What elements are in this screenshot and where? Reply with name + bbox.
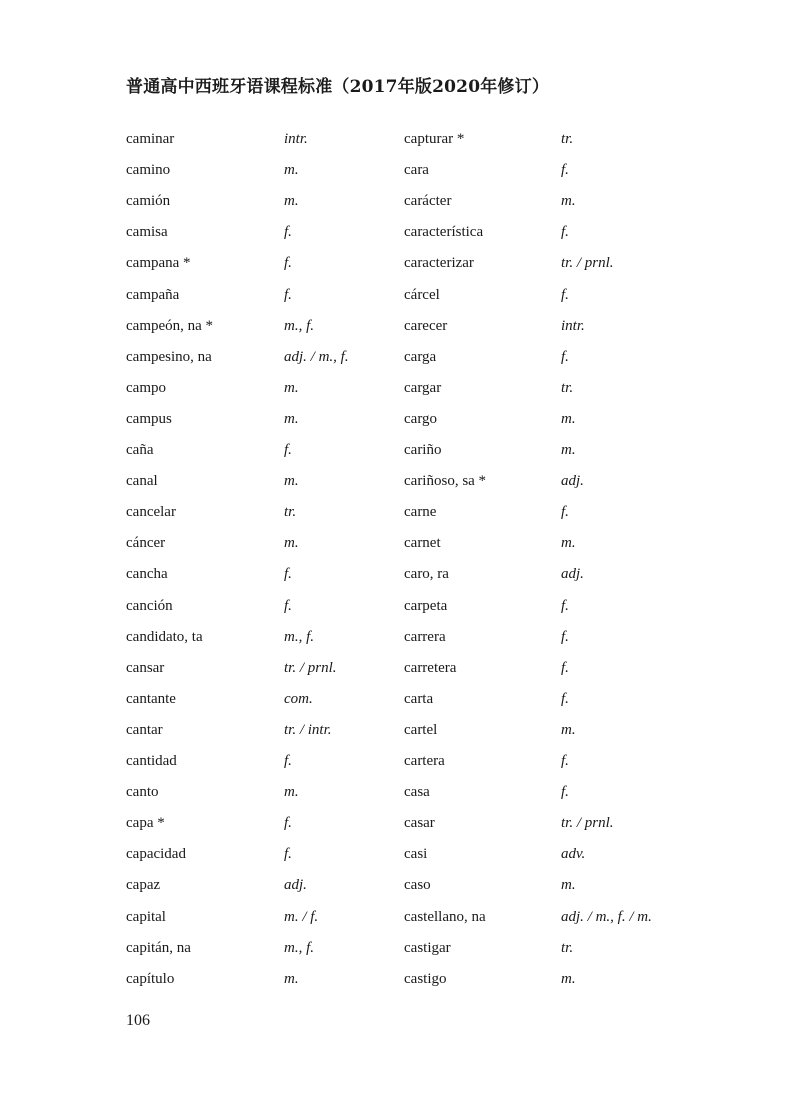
vocab-word: caro, ra [404, 566, 449, 582]
vocab-word: cancelar [126, 504, 176, 520]
vocab-word: caminar [126, 131, 175, 147]
vocab-part-of-speech: f. [561, 660, 569, 676]
vocab-part-of-speech: f. [284, 846, 292, 862]
vocab-part-of-speech: m. [561, 411, 576, 427]
vocab-part-of-speech: m. / f. [284, 909, 319, 925]
vocab-part-of-speech: f. [561, 162, 569, 178]
vocab-word: característica [404, 224, 484, 240]
vocab-part-of-speech: m. [561, 193, 576, 209]
vocab-word: cantidad [126, 753, 177, 769]
vocab-word: campo [126, 380, 166, 396]
vocab-part-of-speech: adj. / m., f. / m. [561, 909, 652, 925]
vocab-word: cáncer [126, 535, 166, 551]
vocab-word: carga [404, 349, 437, 365]
vocab-part-of-speech: f. [561, 598, 569, 614]
vocab-part-of-speech: tr. / prnl. [561, 815, 614, 831]
vocab-part-of-speech: f. [284, 753, 292, 769]
vocab-part-of-speech: m. [561, 442, 576, 458]
vocab-word: canción [126, 598, 173, 614]
vocab-word: cartel [404, 722, 438, 738]
vocab-word: caña [126, 442, 154, 458]
vocab-word: camino [126, 162, 171, 178]
vocab-word: cárcel [404, 287, 440, 303]
vocab-part-of-speech: f. [284, 287, 292, 303]
vocab-word: cariño [404, 442, 442, 458]
vocab-word: campus [126, 411, 172, 427]
vocab-word: cantar [126, 722, 163, 738]
vocab-word: casi [404, 846, 428, 862]
vocab-word: camisa [126, 224, 168, 240]
vocab-word: campeón, na * [126, 318, 214, 334]
vocab-part-of-speech: tr. / intr. [284, 722, 332, 738]
vocab-part-of-speech: tr. [284, 504, 297, 520]
vocab-part-of-speech: m. [284, 535, 299, 551]
vocab-part-of-speech: f. [561, 349, 569, 365]
vocab-word: carácter [404, 193, 452, 209]
vocab-part-of-speech: m. [284, 971, 299, 987]
vocab-word: candidato, ta [126, 629, 203, 645]
vocab-part-of-speech: m., f. [284, 629, 314, 645]
vocab-word: capitán, na [126, 940, 191, 956]
vocab-word: carnet [404, 535, 441, 551]
vocab-word: caracterizar [404, 255, 474, 271]
vocab-word: campesino, na [126, 349, 212, 365]
vocab-part-of-speech: f. [561, 784, 569, 800]
vocab-part-of-speech: intr. [284, 131, 308, 147]
vocab-part-of-speech: m. [284, 380, 299, 396]
vocab-word: cartera [404, 753, 445, 769]
vocab-part-of-speech: f. [284, 224, 292, 240]
vocab-word: carecer [404, 318, 448, 334]
vocab-word: cariñoso, sa * [404, 473, 487, 489]
vocab-part-of-speech: adj. [561, 473, 584, 489]
vocab-part-of-speech: m. [284, 193, 299, 209]
vocab-word: capturar * [404, 131, 465, 147]
vocab-part-of-speech: m. [561, 971, 576, 987]
vocab-word: campaña [126, 287, 180, 303]
vocab-part-of-speech: adj. [284, 877, 307, 893]
vocab-part-of-speech: m. [561, 535, 576, 551]
vocab-part-of-speech: tr. / prnl. [284, 660, 337, 676]
vocab-word: capaz [126, 877, 161, 893]
vocab-part-of-speech: m. [561, 722, 576, 738]
vocab-word: cansar [126, 660, 165, 676]
vocab-word: castigar [404, 940, 451, 956]
page-number: 106 [126, 1012, 150, 1029]
vocab-part-of-speech: intr. [561, 318, 585, 334]
vocab-word: cancha [126, 566, 168, 582]
vocab-word: caso [404, 877, 431, 893]
vocab-part-of-speech: adv. [561, 846, 586, 862]
vocab-part-of-speech: m. [561, 877, 576, 893]
vocab-word: capítulo [126, 971, 175, 987]
vocab-part-of-speech: f. [284, 566, 292, 582]
vocab-word: castellano, na [404, 909, 486, 925]
vocab-part-of-speech: tr. [561, 131, 574, 147]
vocab-part-of-speech: m. [284, 411, 299, 427]
vocab-part-of-speech: m. [284, 473, 299, 489]
vocab-word: cargar [404, 380, 442, 396]
page-header-title: 普通高中西班牙语课程标准（2017年版2020年修订） [126, 77, 550, 97]
vocab-part-of-speech: f. [284, 442, 292, 458]
vocab-part-of-speech: m. [284, 784, 299, 800]
vocab-word: campana * [126, 255, 191, 271]
vocab-word: casar [404, 815, 435, 831]
vocab-word: capacidad [126, 846, 186, 862]
vocab-word: casa [404, 784, 430, 800]
vocab-part-of-speech: m. [284, 162, 299, 178]
vocab-part-of-speech: m., f. [284, 940, 314, 956]
vocab-part-of-speech: com. [284, 691, 313, 707]
vocab-part-of-speech: f. [561, 504, 569, 520]
vocab-word: cargo [404, 411, 438, 427]
vocab-part-of-speech: adj. / m., f. [284, 349, 349, 365]
vocab-word: carne [404, 504, 437, 520]
vocab-part-of-speech: tr. [561, 940, 574, 956]
vocab-word: canal [126, 473, 158, 489]
vocab-part-of-speech: m., f. [284, 318, 314, 334]
vocab-word: carretera [404, 660, 457, 676]
vocab-word: carpeta [404, 598, 448, 614]
vocab-word: capital [126, 909, 166, 925]
vocab-part-of-speech: tr. [561, 380, 574, 396]
vocab-part-of-speech: f. [284, 598, 292, 614]
vocab-part-of-speech: f. [561, 224, 569, 240]
vocab-part-of-speech: f. [561, 287, 569, 303]
vocab-part-of-speech: f. [284, 255, 292, 271]
vocab-word: capa * [126, 815, 165, 831]
vocab-part-of-speech: tr. / prnl. [561, 255, 614, 271]
vocab-word: camión [126, 193, 171, 209]
vocab-word: carta [404, 691, 434, 707]
vocab-part-of-speech: f. [561, 629, 569, 645]
vocab-part-of-speech: f. [561, 691, 569, 707]
vocab-part-of-speech: f. [561, 753, 569, 769]
vocab-word: carrera [404, 629, 446, 645]
vocab-part-of-speech: f. [284, 815, 292, 831]
vocab-part-of-speech: adj. [561, 566, 584, 582]
vocab-word: castigo [404, 971, 447, 987]
vocab-word: canto [126, 784, 159, 800]
vocab-word: cantante [126, 691, 176, 707]
vocab-word: cara [404, 162, 429, 178]
